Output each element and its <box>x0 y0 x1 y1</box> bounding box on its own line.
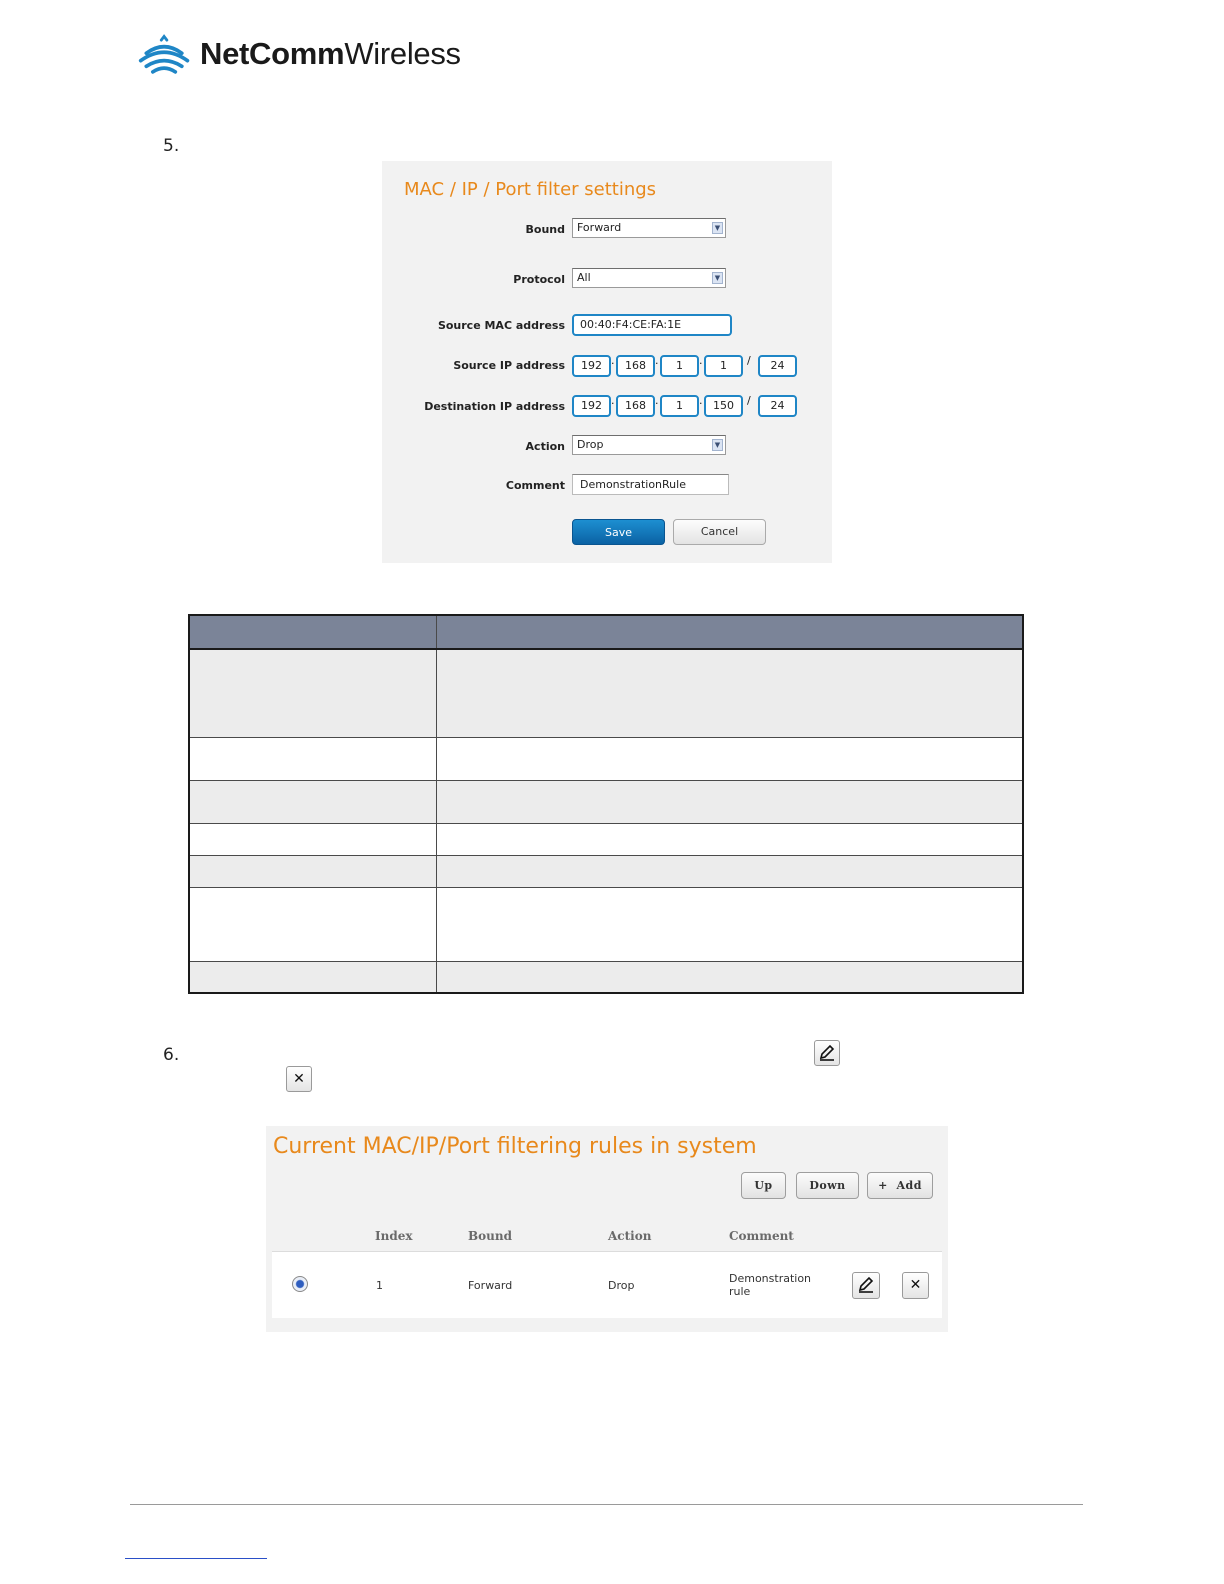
logo-brand-bold: NetComm <box>200 36 345 71</box>
add-button[interactable]: + Add <box>867 1172 933 1199</box>
table-header-row <box>189 615 1023 649</box>
chevron-down-icon: ▼ <box>712 272 723 284</box>
source-mac-input[interactable]: 00:40:F4:CE:FA:1E <box>572 314 732 336</box>
filtering-rules-title: Current MAC/IP/Port filtering rules in system <box>273 1134 757 1159</box>
table-cell <box>437 649 1024 737</box>
table-row <box>189 649 1023 737</box>
source-ip-prefix[interactable]: 24 <box>758 355 797 377</box>
destination-ip-octet-4[interactable]: 150 <box>704 395 743 417</box>
table-row <box>189 780 1023 823</box>
action-select-value: Drop <box>577 438 604 451</box>
cancel-button[interactable]: Cancel <box>673 519 766 545</box>
bound-label: Bound <box>525 223 565 236</box>
table-cell <box>189 737 437 780</box>
destination-ip-octet-1[interactable]: 192 <box>572 395 611 417</box>
wifi-arcs-icon <box>141 36 188 71</box>
filtering-rules-panel <box>266 1126 948 1332</box>
column-header-action: Action <box>608 1229 652 1243</box>
prefix-slash: / <box>747 354 751 367</box>
netcomm-logo <box>137 32 193 80</box>
table-row <box>189 961 1023 993</box>
table-cell <box>437 887 1024 961</box>
table-cell <box>189 780 437 823</box>
table-cell <box>437 855 1024 887</box>
protocol-select[interactable] <box>572 268 726 288</box>
source-mac-label: Source MAC address <box>437 319 565 332</box>
rule-comment <box>729 1272 811 1298</box>
pencil-icon <box>814 1040 840 1066</box>
destination-ip-label: Destination IP address <box>424 400 565 413</box>
column-header-bound: Bound <box>468 1229 512 1243</box>
filter-settings-title: MAC / IP / Port filter settings <box>404 179 657 200</box>
column-header-index: Index <box>375 1229 413 1243</box>
table-cell <box>437 737 1024 780</box>
rule-bound: Forward <box>468 1279 513 1292</box>
source-ip-octet-4[interactable]: 1 <box>704 355 743 377</box>
step-number-6: 6. <box>163 1045 180 1065</box>
table-cell <box>189 823 437 855</box>
destination-ip-octet-3[interactable]: 1 <box>660 395 699 417</box>
chevron-down-icon: ▼ <box>712 222 723 234</box>
source-ip-octet-1[interactable]: 192 <box>572 355 611 377</box>
action-select[interactable] <box>572 435 726 455</box>
table-cell <box>437 961 1024 993</box>
table-row <box>189 823 1023 855</box>
rule-index: 1 <box>376 1279 383 1292</box>
ip-dot: · <box>611 357 615 370</box>
chevron-down-icon: ▼ <box>712 439 723 451</box>
up-button[interactable]: Up <box>741 1172 786 1199</box>
source-ip-label: Source IP address <box>453 359 565 372</box>
ip-dot: · <box>699 397 703 410</box>
settings-description-table <box>188 614 1024 994</box>
protocol-label: Protocol <box>513 273 565 286</box>
filter-settings-panel <box>382 161 832 563</box>
bound-select[interactable] <box>572 218 726 238</box>
save-button[interactable]: Save <box>572 519 665 545</box>
table-cell <box>437 780 1024 823</box>
comment-input[interactable]: DemonstrationRule <box>572 474 729 495</box>
column-header-comment: Comment <box>729 1229 794 1243</box>
source-ip-octet-3[interactable]: 1 <box>660 355 699 377</box>
prefix-slash: / <box>747 394 751 407</box>
step-number-5: 5. <box>163 136 180 156</box>
source-ip-octet-2[interactable]: 168 <box>616 355 655 377</box>
table-row[interactable] <box>272 1251 942 1318</box>
ip-dot: · <box>611 397 615 410</box>
rule-action: Drop <box>608 1279 635 1292</box>
footer-link-underline[interactable] <box>125 1558 267 1559</box>
rule-comment-line-2: rule <box>729 1285 751 1298</box>
table-cell <box>189 887 437 961</box>
logo-brand-light: Wireless <box>344 36 461 71</box>
ip-dot: · <box>655 357 659 370</box>
table-cell <box>437 823 1024 855</box>
table-cell <box>189 855 437 887</box>
comment-label: Comment <box>505 479 565 492</box>
table-row <box>189 887 1023 961</box>
bound-select-value: Forward <box>577 221 622 234</box>
destination-ip-octet-2[interactable]: 168 <box>616 395 655 417</box>
table-cell <box>189 649 437 737</box>
pencil-icon[interactable] <box>852 1272 880 1299</box>
footer-divider <box>130 1504 1083 1505</box>
rule-comment-line-1: Demonstration <box>729 1272 812 1285</box>
logo-wordmark <box>200 36 461 72</box>
rule-select-radio[interactable] <box>292 1276 308 1292</box>
down-button[interactable]: Down <box>796 1172 859 1199</box>
destination-ip-prefix[interactable]: 24 <box>758 395 797 417</box>
ip-dot: · <box>655 397 659 410</box>
table-cell <box>189 961 437 993</box>
close-icon: ✕ <box>286 1066 312 1092</box>
action-label: Action <box>525 440 565 453</box>
table-row <box>189 855 1023 887</box>
close-icon[interactable]: ✕ <box>902 1272 929 1299</box>
protocol-select-value: All <box>577 271 591 284</box>
table-header-cell <box>189 615 437 649</box>
table-header-cell <box>437 615 1024 649</box>
table-row <box>189 737 1023 780</box>
ip-dot: · <box>699 357 703 370</box>
